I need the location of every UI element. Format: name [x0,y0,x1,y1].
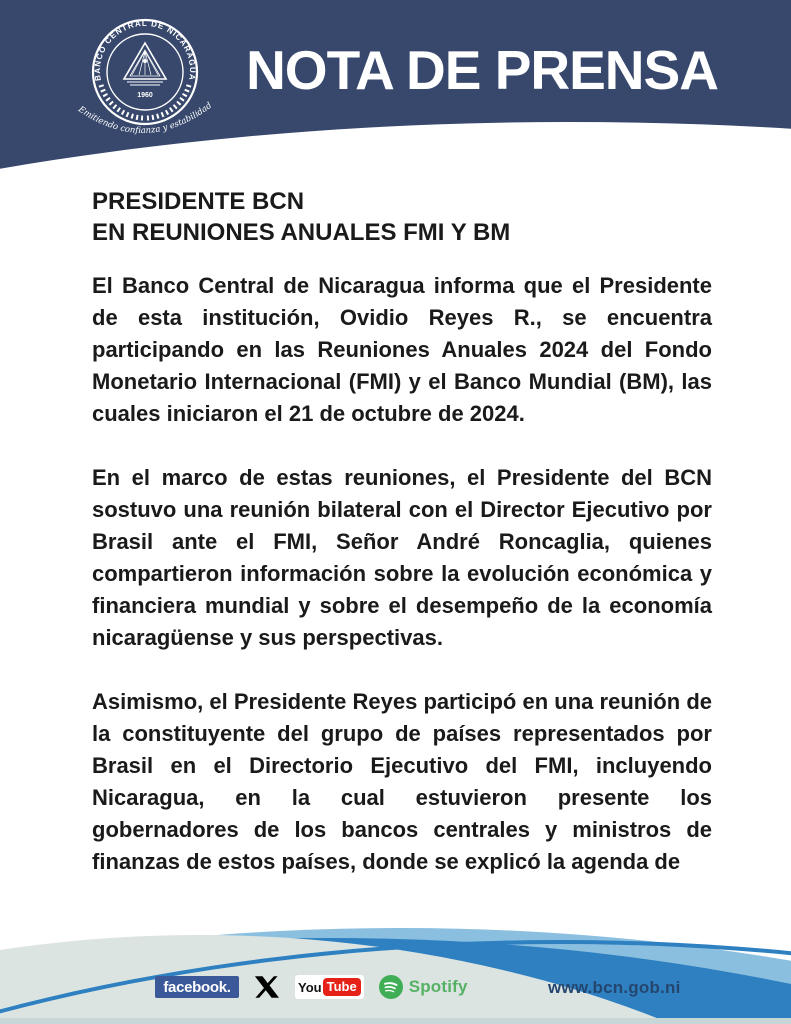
page-title: NOTA DE PRENSA [246,39,718,101]
headline-line-1: PRESIDENTE BCN [92,188,305,215]
spotify-icon[interactable] [378,974,468,1000]
svg-text:Emitiendo confianza y estabili [75,100,214,136]
spotify-label: Spotify [408,977,468,996]
social-links-row [155,974,468,1000]
footer-banner [0,900,791,1024]
article-headline [92,186,712,248]
youtube-icon[interactable] [295,975,364,999]
paragraph-2: En el marco de estas reuniones, el Presidente del BCN sostuvo una reunión bilateral con el Director Ejecutivo por Brasil ante el FMI, Señor André Roncaglia, quienes compartieron información sobre la evolución económica y financiera mundial y sobre el desempeño de la economía nicaragüense y sus perspectivas. [92,465,712,650]
paragraph-3: Asimismo, el Presidente Reyes participó en una reunión de la constituyente del grupo de países representados por Brasil en el Directorio Ejecutivo del FMI, incluyendo Nicaragua, en la cual estuvieron presente los gobernadores de los bancos centrales y ministros de finanzas de estos países, donde se explicó la agenda de [92,689,712,874]
youtube-you-label: You [298,979,322,995]
logo-motto-text: Emitiendo confianza y estabilidad [76,100,215,137]
paragraph-1: El Banco Central de Nicaragua informa que el Presidente de esta institución, Ovidio Reyes R., se encuentra participando en las Reuniones Anuales 2024 del Fondo Monetario Internacional (FMI) y el Banco Mundial (BM), las cuales iniciaron el 21 de octubre de 2024. [92,273,712,426]
headline-line-2: EN REUNIONES ANUALES FMI Y BM [92,219,511,246]
youtube-tube-label: Tube [323,978,361,996]
x-twitter-icon[interactable] [253,974,281,1000]
logo-year: 1960 [137,92,153,99]
facebook-icon[interactable] [155,976,239,998]
website-link[interactable]: www.bcn.gob.ni [548,978,681,997]
facebook-label: facebook. [163,978,231,996]
article-body [92,186,712,910]
bcn-seal-logo [70,4,220,160]
logo-ring-text: BANCO CENTRAL DE NICARAGUA [92,18,198,82]
